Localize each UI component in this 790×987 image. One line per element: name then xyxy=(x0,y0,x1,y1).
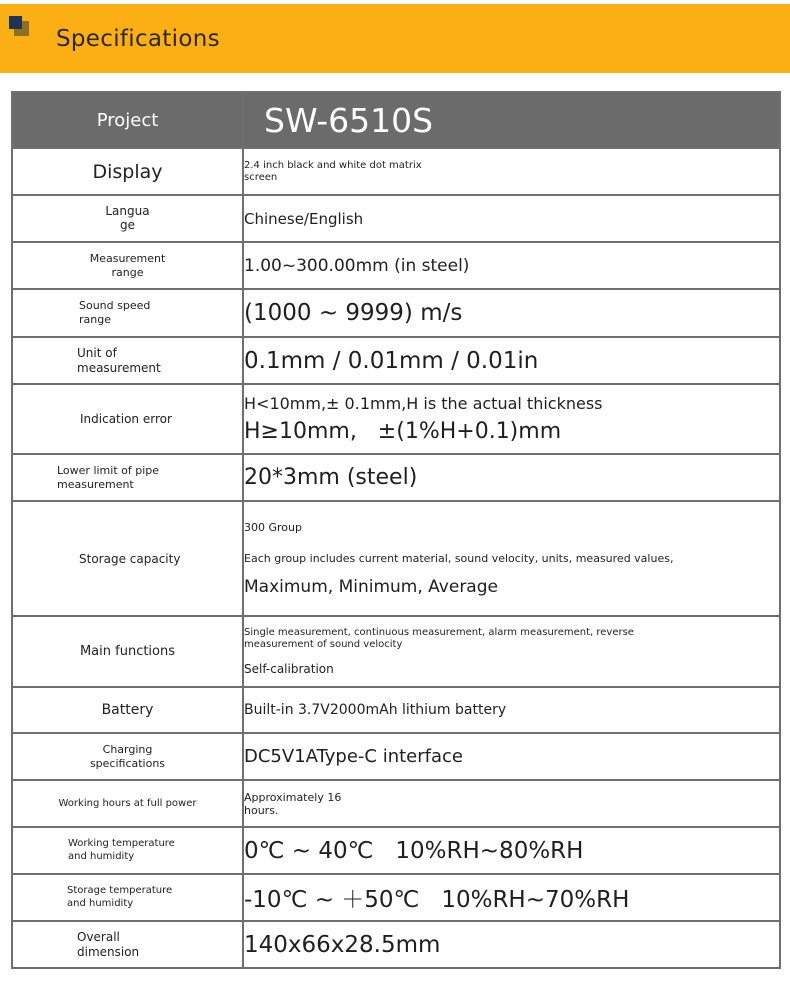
row-value: 20*3mm (steel) xyxy=(243,454,780,501)
row-value xyxy=(243,616,780,687)
row-value: DC5V1AType-C interface xyxy=(243,733,780,780)
table-row xyxy=(12,454,780,501)
row-value: -10℃ ~ ＋50℃ 10%RH~70%RH xyxy=(243,874,780,921)
charging-label: Charging specifications xyxy=(89,743,166,770)
table-row xyxy=(12,616,780,687)
functions-line-1: Single measurement, continuous measurement, alarm measurement, reverse measurement of sound velocity xyxy=(244,627,634,650)
row-label xyxy=(12,242,243,289)
row-value xyxy=(243,780,780,827)
row-value xyxy=(243,384,780,454)
table-row xyxy=(12,195,780,242)
row-value xyxy=(243,501,780,616)
sound-speed-label: Sound speed range xyxy=(79,299,151,326)
measurement-range-label: Measurement range xyxy=(89,252,166,279)
row-label: Display xyxy=(12,148,243,195)
table-row xyxy=(12,733,780,780)
row-label xyxy=(12,289,243,337)
table-row xyxy=(12,501,780,616)
row-value: Chinese/English xyxy=(243,195,780,242)
table-row xyxy=(12,148,780,195)
row-label xyxy=(12,874,243,921)
row-value: 1.00~300.00mm (in steel) xyxy=(243,242,780,289)
row-label xyxy=(12,337,243,384)
row-label xyxy=(12,454,243,501)
table-row xyxy=(12,242,780,289)
row-label: Battery xyxy=(12,687,243,733)
working-temp-label: Working temperature and humidity xyxy=(68,838,175,862)
unit-label: Unit of measurement xyxy=(77,345,161,375)
row-label: Main functions xyxy=(12,616,243,687)
row-value: 0℃ ~ 40℃ 10%RH~80%RH xyxy=(243,827,780,874)
row-label xyxy=(12,827,243,874)
functions-line-2: Self-calibration xyxy=(244,662,334,676)
row-value: 0.1mm / 0.01mm / 0.01in xyxy=(243,337,780,384)
row-label: Working hours at full power xyxy=(12,780,243,827)
row-label: Storage capacity xyxy=(12,501,243,616)
storage-line-1: 300 Group xyxy=(244,520,302,534)
working-hours-value: Approximately 16 hours. xyxy=(244,791,342,818)
row-label: Indication error xyxy=(12,384,243,454)
header-banner xyxy=(0,4,790,73)
page-title: Specifications xyxy=(56,26,220,52)
display-value: 2.4 inch black and white dot matrix screen xyxy=(244,160,422,183)
row-value: 140x66x28.5mm xyxy=(243,921,780,968)
row-label xyxy=(12,733,243,780)
model-name: SW-6510S xyxy=(243,92,780,148)
table-row xyxy=(12,687,780,733)
row-value xyxy=(243,148,780,195)
row-label xyxy=(12,921,243,968)
storage-temp-label: Storage temperature and humidity xyxy=(67,885,173,909)
table-row xyxy=(12,874,780,921)
table-row xyxy=(12,384,780,454)
table-row xyxy=(12,921,780,968)
indication-error-line-2: H≥10mm, ±(1%H+0.1)mm xyxy=(244,419,562,444)
storage-line-3: Maximum, Minimum, Average xyxy=(244,576,498,597)
row-label xyxy=(12,195,243,242)
row-value: (1000 ~ 9999) m/s xyxy=(243,289,780,337)
square-logo-icon xyxy=(9,16,29,38)
indication-error-line-1: H<10mm,± 0.1mm,H is the actual thickness xyxy=(244,394,603,413)
language-label: Langua ge xyxy=(105,204,150,232)
table-row xyxy=(12,337,780,384)
project-label: Project xyxy=(12,92,243,148)
pipe-limit-label: Lower limit of pipe measurement xyxy=(57,463,160,491)
table-row xyxy=(12,827,780,874)
dimension-label: Overall dimension xyxy=(77,929,140,959)
storage-line-2: Each group includes current material, sound velocity, units, measured values, xyxy=(244,551,674,565)
table-row xyxy=(12,289,780,337)
table-header-row xyxy=(12,92,780,148)
row-value: Built-in 3.7V2000mAh lithium battery xyxy=(243,687,780,733)
table-row xyxy=(12,780,780,827)
spec-table xyxy=(11,91,781,969)
